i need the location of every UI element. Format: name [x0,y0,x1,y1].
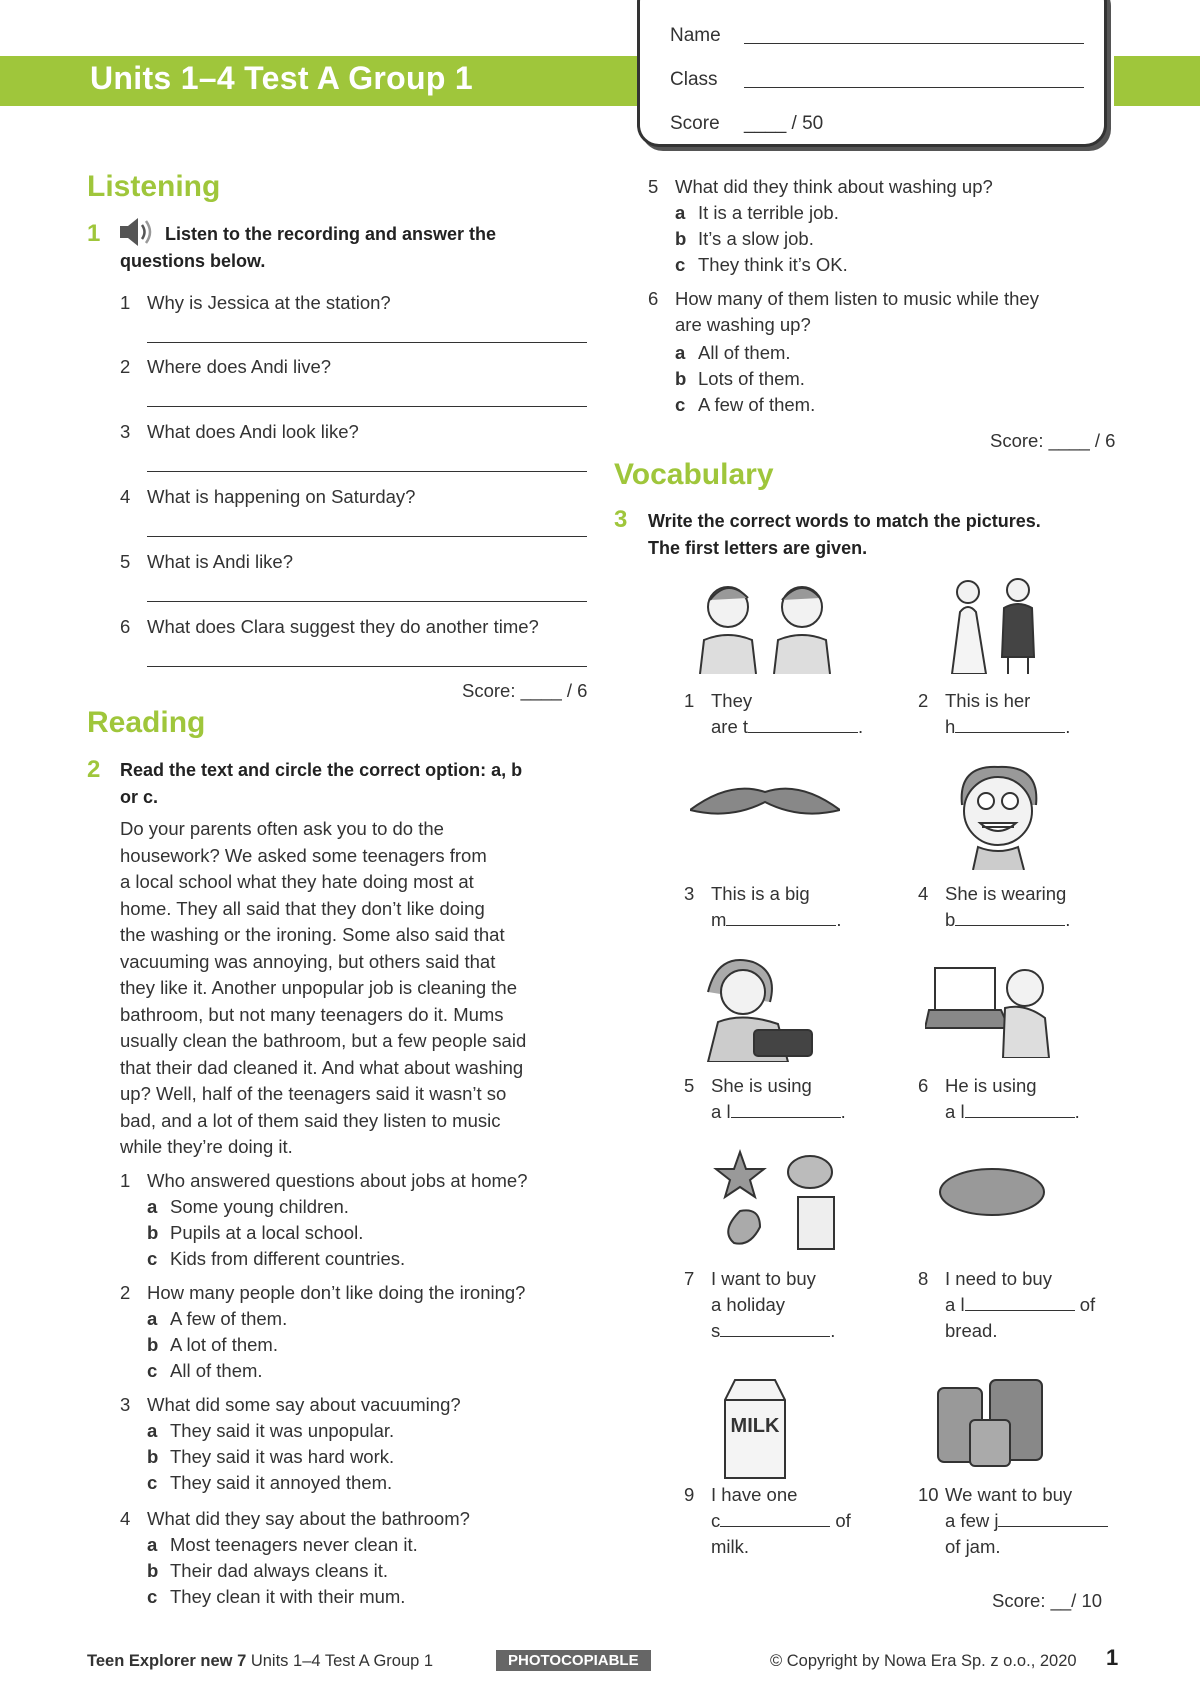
reading-text-line: the washing or the ironing. Some also said that [120,924,505,945]
exercise-number: 2 [87,756,101,783]
score-total: ____ / 50 [744,113,824,134]
answer-blank[interactable] [965,1101,1075,1118]
caption-line: They [711,690,753,711]
caption-line: a holiday [711,1294,786,1315]
husband-picture [930,572,1050,674]
option-text[interactable]: It is a terrible job. [698,202,839,223]
answer-blank[interactable] [726,909,836,926]
first-letter: l [960,1101,965,1122]
caption-suffix: . [1065,716,1071,737]
name-label: Name [670,25,721,46]
question-number: 6 [120,616,131,637]
caption-line: She is wearing [945,883,1067,904]
option-letter[interactable]: c [675,394,686,415]
option-text[interactable]: It’s a slow job. [698,228,814,249]
reading-score: Score: ____ / 6 [990,430,1116,451]
question-number: 1 [120,292,131,313]
reading-text-line: they like it. Another unpopular job is cleaning the [120,977,517,998]
question-number: 3 [120,1394,131,1415]
option-text[interactable]: Pupils at a local school. [170,1222,364,1243]
listening-question: What does Clara suggest they do another time? [147,616,539,637]
option-text[interactable]: They said it was unpopular. [170,1420,395,1441]
reading-instruction-2: or c. [120,787,159,807]
caption-prefix: a [945,1101,956,1122]
reading-text-line: Do your parents often ask you to do the [120,818,444,839]
option-letter[interactable]: b [147,1560,159,1581]
braces-picture [948,765,1048,870]
page-number: 1 [1106,1645,1119,1670]
score-label: Score [670,113,720,134]
option-letter[interactable]: c [147,1586,158,1607]
option-letter[interactable]: b [147,1334,159,1355]
reading-question: What did they think about washing up? [675,176,993,197]
option-letter[interactable]: b [675,228,687,249]
answer-blank[interactable] [720,1510,830,1527]
option-text[interactable]: A few of them. [170,1308,288,1329]
first-letter: t [742,716,749,737]
caption-answer-line [945,1508,1108,1534]
caption-prefix: are [711,716,738,737]
caption-line: milk. [711,1536,750,1557]
reading-text-line: usually clean the bathroom, but a few people said [120,1030,527,1051]
first-letter: j [994,1510,999,1531]
caption-line: bread. [945,1320,998,1341]
option-text[interactable]: Kids from different countries. [170,1248,406,1269]
option-text[interactable]: Their dad always cleans it. [170,1560,388,1581]
exercise-number: 1 [87,220,101,247]
reading-text-line: home. They all said that they don’t like doing [120,897,485,919]
listening-question: What is happening on Saturday? [147,486,416,507]
reading-text-line: up? Well, half of the teenagers said it wasn’t so [120,1083,507,1104]
caption-line: I want to buy [711,1268,816,1289]
class-field[interactable] [744,87,1084,88]
answer-blank[interactable] [731,1101,841,1118]
caption-suffix: of [835,1510,851,1531]
listening-question: What does Andi look like? [147,421,359,442]
moustache-picture [690,780,840,830]
question-number: 1 [120,1170,131,1191]
item-number: 6 [918,1075,929,1096]
caption-suffix: . [858,716,864,737]
option-letter[interactable]: c [147,1248,158,1269]
option-letter[interactable]: a [147,1534,158,1555]
option-letter[interactable]: b [675,368,687,389]
item-number: 2 [918,690,929,711]
option-letter[interactable]: a [147,1308,158,1329]
milk-label: MILK [730,1415,780,1437]
bread-loaf-picture [938,1167,1046,1217]
reading-instruction: Read the text and circle the correct option: a, b [120,760,523,780]
caption-answer-line [945,1292,1095,1318]
option-letter[interactable]: a [675,202,686,223]
question-number: 2 [120,356,131,377]
caption-line: She is using [711,1075,812,1096]
footer-book [87,1652,433,1671]
item-number: 8 [918,1268,929,1289]
milk-carton-picture [705,1370,805,1480]
option-text[interactable]: All of them. [170,1360,263,1381]
option-letter[interactable]: c [147,1472,158,1493]
class-label: Class [670,69,718,90]
copyright: © Copyright by Nowa Era Sp. z o.o., 2020 [770,1652,1077,1670]
option-text[interactable]: A lot of them. [170,1334,278,1355]
item-number: 3 [684,883,695,904]
first-letter: b [945,909,956,930]
landline-phone-picture [698,952,818,1062]
option-text[interactable]: They think it’s OK. [698,254,848,275]
answer-blank[interactable] [998,1510,1108,1527]
reading-question-cont: are washing up? [675,314,811,335]
option-letter[interactable]: c [147,1360,158,1381]
listening-heading: Listening [87,170,221,203]
jam-jars-picture [930,1370,1060,1470]
option-text[interactable]: Most teenagers never clean it. [170,1534,418,1555]
item-number: 10 [918,1484,939,1505]
question-number: 5 [648,176,659,197]
reading-text-line: vacuuming was annoying, but others said that [120,950,496,972]
caption-prefix: a few [945,1510,990,1531]
answer-line[interactable] [147,536,587,537]
answer-line[interactable] [147,342,587,343]
caption-line: We want to buy [945,1484,1073,1505]
option-letter[interactable]: a [147,1196,158,1217]
reading-text-line: a local school what they hate doing most at [120,871,474,892]
first-letter: l [726,1101,731,1122]
caption-answer-line [945,714,1070,740]
answer-blank[interactable] [965,1294,1075,1311]
reading-text-line: housework? We asked some teenagers from [120,844,487,866]
caption-prefix: a [711,1101,722,1122]
caption-answer-line [711,1508,851,1534]
exercise-number: 3 [614,506,628,533]
caption-line: of jam. [945,1536,1001,1557]
caption-answer-line [711,1099,846,1125]
souvenirs-picture [710,1147,850,1257]
first-letter: s [711,1320,721,1341]
option-text[interactable]: They clean it with their mum. [170,1586,406,1607]
listening-score: Score: ____ / 6 [462,680,588,701]
item-number: 7 [684,1268,695,1289]
listening-question: What is Andi like? [147,551,294,572]
photocopiable-badge: PHOTOCOPIABLE [496,1650,651,1671]
reading-question: Who answered questions about jobs at home? [147,1170,528,1191]
answer-blank[interactable] [955,716,1065,733]
vocabulary-score: Score: __/ 10 [992,1590,1103,1611]
book-title: Teen Explorer new 7 [87,1652,247,1670]
caption-suffix: . [830,1320,836,1341]
option-letter[interactable]: a [675,342,686,363]
listening-question: Where does Andi live? [147,356,332,377]
twins-picture [690,572,840,674]
caption-answer-line [711,907,842,933]
answer-line[interactable] [147,666,587,667]
caption-suffix: . [1065,909,1071,930]
item-number: 5 [684,1075,695,1096]
caption-suffix: . [836,909,842,930]
question-number: 4 [120,486,131,507]
first-letter: l [960,1294,965,1315]
item-number: 9 [684,1484,695,1505]
caption-line: He is using [945,1075,1037,1096]
option-text[interactable]: They said it was hard work. [170,1446,395,1467]
reading-question: How many of them listen to music while they [675,288,1039,309]
vocabulary-instruction: Write the correct words to match the pictures. [648,511,1041,531]
first-letter: c [711,1510,721,1531]
reading-question: What did some say about vacuuming? [147,1394,461,1415]
caption-answer-line [945,907,1070,933]
caption-answer-line [945,1099,1080,1125]
item-number: 1 [684,690,695,711]
vocabulary-instruction-2: The first letters are given. [648,538,868,558]
footer-unit: Units 1–4 Test A Group 1 [250,1652,434,1670]
question-number: 4 [120,1508,131,1529]
caption-line: This is a big [711,883,810,904]
option-letter[interactable]: b [147,1222,159,1243]
option-text[interactable]: They said it annoyed them. [170,1472,393,1493]
item-number: 4 [918,883,929,904]
caption-answer-line [711,714,863,740]
caption-line: This is her [945,690,1031,711]
page-title: Units 1–4 Test A Group 1 [90,60,473,96]
caption-suffix: of [1079,1294,1096,1315]
first-letter: h [945,716,956,737]
question-number: 3 [120,421,131,442]
question-number: 5 [120,551,131,572]
listening-question: Why is Jessica at the station? [147,292,391,313]
laptop-picture [925,948,1055,1058]
caption-line: I have one [711,1484,798,1505]
reading-text [120,816,590,1161]
answer-line[interactable] [147,471,587,472]
answer-line[interactable] [147,406,587,407]
reading-text-line: while they’re doing it. [120,1136,293,1157]
answer-blank[interactable] [748,716,858,733]
option-letter[interactable]: c [675,254,686,275]
reading-text-line: bad, and a lot of them said they listen to music [120,1109,501,1131]
question-number: 6 [648,288,659,309]
title-band-right [1114,56,1200,106]
option-text[interactable]: Some young children. [170,1196,349,1217]
answer-blank[interactable] [955,909,1065,926]
vocabulary-heading: Vocabulary [614,458,774,491]
caption-line: I need to buy [945,1268,1052,1289]
name-field[interactable] [744,43,1084,44]
option-text[interactable]: All of them. [698,342,791,363]
option-text[interactable]: A few of them. [698,394,816,415]
reading-question: How many people don’t like doing the ironing? [147,1282,526,1303]
reading-question: What did they say about the bathroom? [147,1508,470,1529]
reading-text-line: bathroom, but not many teenagers do it. Mums [120,1003,504,1025]
option-text[interactable]: Lots of them. [698,368,805,389]
caption-prefix: a [945,1294,956,1315]
caption-suffix: . [1074,1101,1080,1122]
question-number: 2 [120,1282,131,1303]
reading-heading: Reading [87,706,206,739]
answer-blank[interactable] [720,1320,830,1337]
student-info-box [637,0,1107,147]
listening-instruction: Listen to the recording and answer the [165,224,497,244]
listening-instruction-2: questions below. [120,251,266,271]
option-letter[interactable]: a [147,1420,158,1441]
caption-answer-line [711,1318,835,1344]
answer-line[interactable] [147,601,587,602]
caption-suffix: . [840,1101,846,1122]
option-letter[interactable]: b [147,1446,159,1467]
reading-text-line: that their dad cleaned it. And what about washing [120,1056,524,1078]
first-letter: m [711,909,727,930]
